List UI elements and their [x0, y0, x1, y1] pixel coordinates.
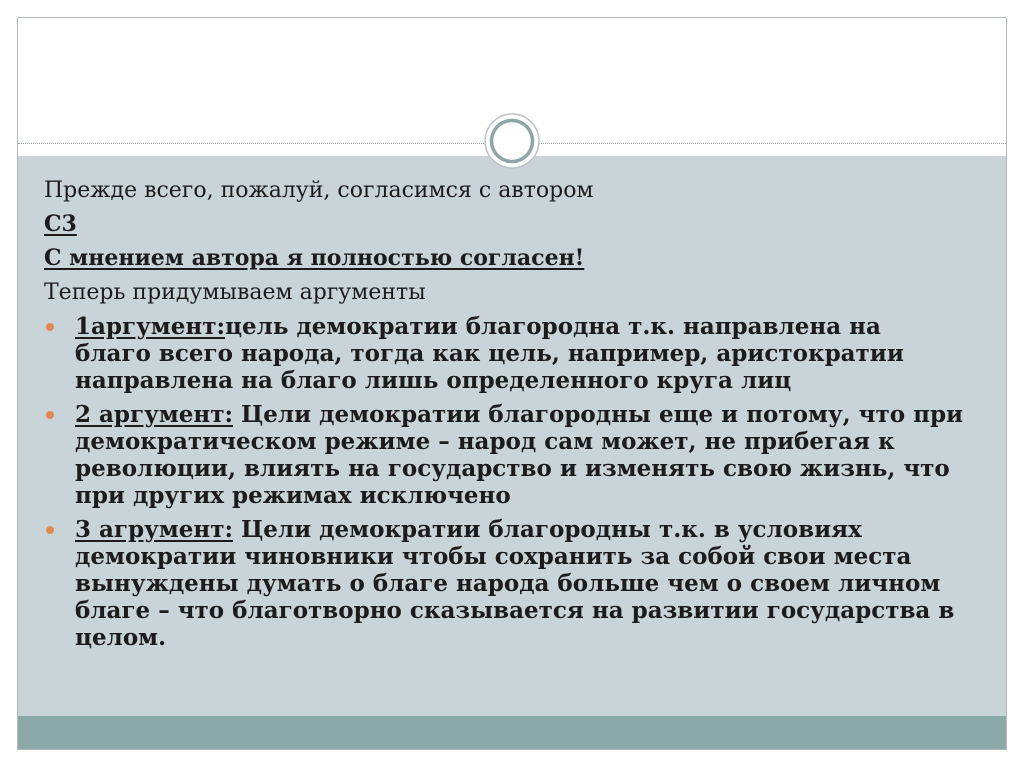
- argument-item: [44, 516, 985, 651]
- argument-item: [44, 313, 985, 394]
- argument-line: благо всего народа, тогда как цель, например, аристократии: [75, 340, 904, 367]
- argument-text: Цели демократии благородны еще и потому, что при: [233, 401, 964, 428]
- argument-label: 3 агрумент:: [75, 516, 234, 543]
- slide: [17, 17, 1007, 750]
- argument-line: благе – что благотворно сказывается на развитии государства в: [75, 597, 955, 624]
- intro-line: Прежде всего, пожалуй, согласимся с автором: [44, 178, 594, 203]
- argument-line: направлена на благо лишь определенного круга лиц: [75, 367, 792, 394]
- argument-line: революции, влиять на государство и изменять свою жизнь, что: [75, 455, 950, 482]
- transition-line: Теперь придумываем аргументы: [44, 280, 426, 305]
- argument-line: демократическом режиме – народ сам может, не прибегая к: [75, 428, 895, 455]
- bullet-icon: [46, 411, 54, 419]
- footer-band: [18, 716, 1006, 750]
- argument-line: при других режимах исключено: [75, 482, 511, 509]
- bullet-icon: [46, 323, 54, 331]
- argument-label: 2 аргумент:: [75, 401, 234, 428]
- argument-line: целом.: [75, 624, 167, 651]
- argument-text: цель демократии благородна т.к. направлена на: [225, 313, 881, 340]
- task-code: С3: [44, 211, 77, 237]
- agreement-statement: С мнением автора я полностью согласен!: [44, 245, 585, 271]
- bullet-icon: [46, 526, 54, 534]
- argument-label: 1аргумент:: [75, 313, 225, 340]
- argument-line: вынуждены думать о благе народа больше чем о своем личном: [75, 570, 941, 597]
- argument-line: демократии чиновники чтобы сохранить за собой свои места: [75, 543, 912, 570]
- argument-list: [44, 313, 985, 651]
- argument-line: [75, 401, 985, 428]
- double-ring-emblem-icon: [482, 111, 542, 171]
- slide-text-content: [44, 177, 985, 658]
- argument-line: [75, 313, 985, 340]
- argument-line: [75, 516, 985, 543]
- argument-text: Цели демократии благородны т.к. в условиях: [233, 516, 862, 543]
- argument-item: [44, 401, 985, 509]
